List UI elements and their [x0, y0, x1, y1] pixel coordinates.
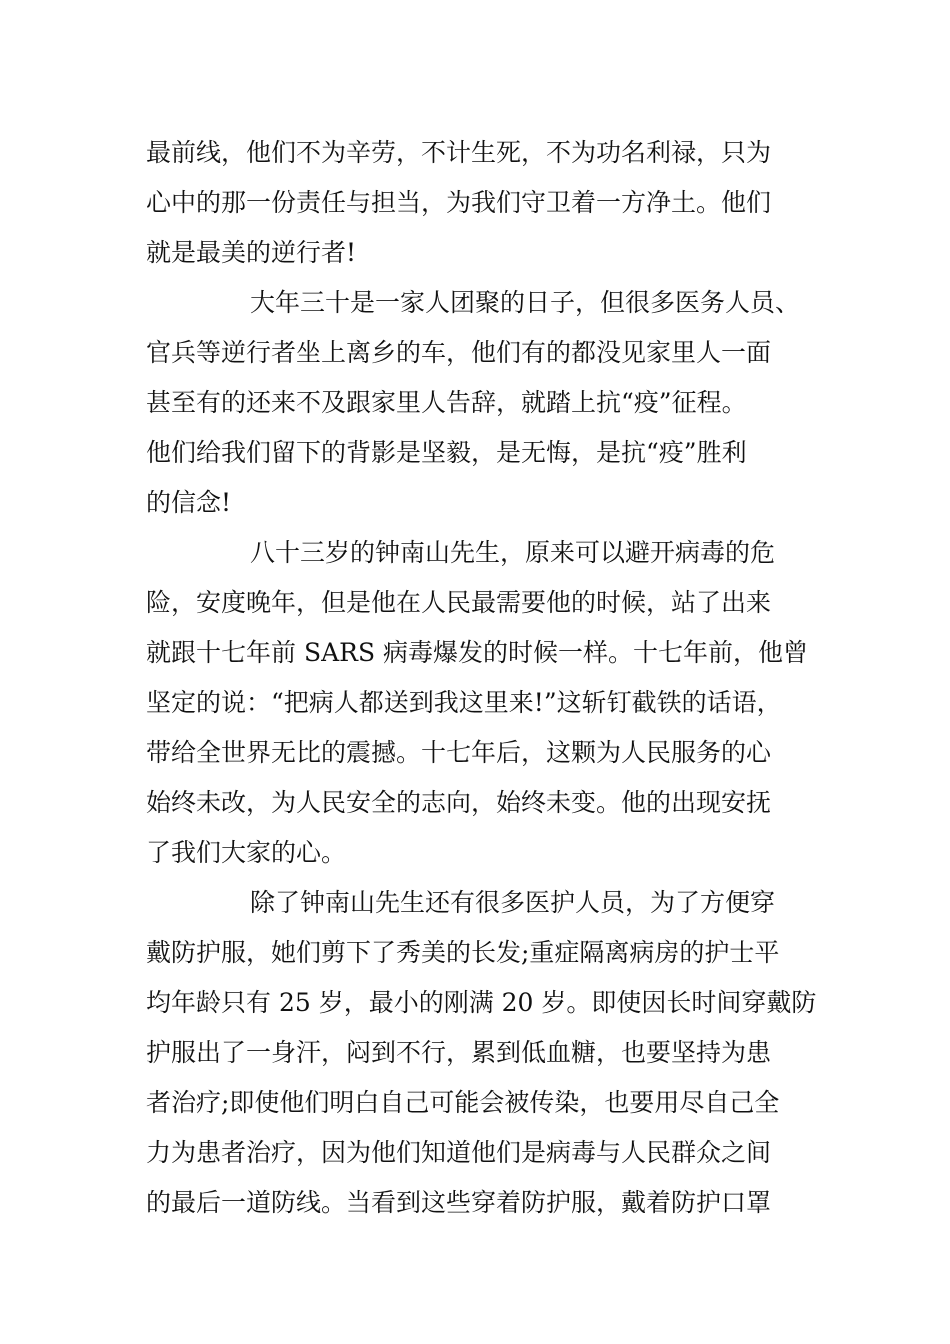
paragraph-4 — [146, 878, 846, 1228]
paragraph-line: 甚至有的还来不及跟家里人告辞，就踏上抗“疫”征程。 — [146, 388, 747, 417]
paragraph-line: 始终未改，为人民安全的志向，始终未变。他的出现安抚 — [146, 788, 772, 817]
paragraph-line: 他们给我们留下的背影是坚毅，是无悔，是抗“疫”胜利 — [146, 438, 747, 467]
paragraph-line: 了我们大家的心。 — [146, 838, 347, 867]
paragraph-line: 最前线，他们不为辛劳，不计生死，不为功名利禄，只为 — [146, 138, 772, 167]
paragraph-1 — [146, 128, 846, 278]
paragraph-line: 除了钟南山先生还有很多医护人员，为了方便穿 — [250, 888, 776, 917]
paragraph-2 — [146, 278, 846, 528]
paragraph-line: 坚定的说：“把病人都送到我这里来!”这斩钉截铁的话语， — [146, 688, 782, 717]
paragraph-line: 的信念! — [146, 488, 232, 517]
paragraph-line: 带给全世界无比的震撼。十七年后，这颗为人民服务的心 — [146, 738, 772, 767]
paragraph-line: 八十三岁的钟南山先生，原来可以避开病毒的危 — [250, 538, 776, 567]
paragraph-line: 护服出了一身汗，闷到不行，累到低血糖，也要坚持为患 — [146, 1038, 772, 1067]
paragraph-line: 的最后一道防线。当看到这些穿着防护服，戴着防护口罩 — [146, 1188, 772, 1217]
document-body — [146, 128, 846, 1228]
paragraph-line: 险，安度晚年，但是他在人民最需要他的时候，站了出来 — [146, 588, 772, 617]
paragraph-line: 就是最美的逆行者! — [146, 238, 357, 267]
paragraph-line: 戴防护服，她们剪下了秀美的长发;重症隔离病房的护士平 — [146, 938, 780, 967]
paragraph-line: 就跟十七年前 SARS 病毒爆发的时候一样。十七年前，他曾 — [146, 638, 809, 667]
paragraph-line: 大年三十是一家人团聚的日子，但很多医务人员、 — [250, 288, 801, 317]
paragraph-line: 均年龄只有 25 岁，最小的刚满 20 岁。即使因长时间穿戴防 — [146, 988, 817, 1017]
paragraph-3 — [146, 528, 846, 878]
paragraph-line: 官兵等逆行者坐上离乡的车，他们有的都没见家里人一面 — [146, 338, 772, 367]
paragraph-line: 者治疗;即使他们明白自己可能会被传染，也要用尽自己全 — [146, 1088, 780, 1117]
paragraph-line: 心中的那一份责任与担当，为我们守卫着一方净土。他们 — [146, 188, 772, 217]
paragraph-line: 力为患者治疗，因为他们知道他们是病毒与人民群众之间 — [146, 1138, 772, 1167]
